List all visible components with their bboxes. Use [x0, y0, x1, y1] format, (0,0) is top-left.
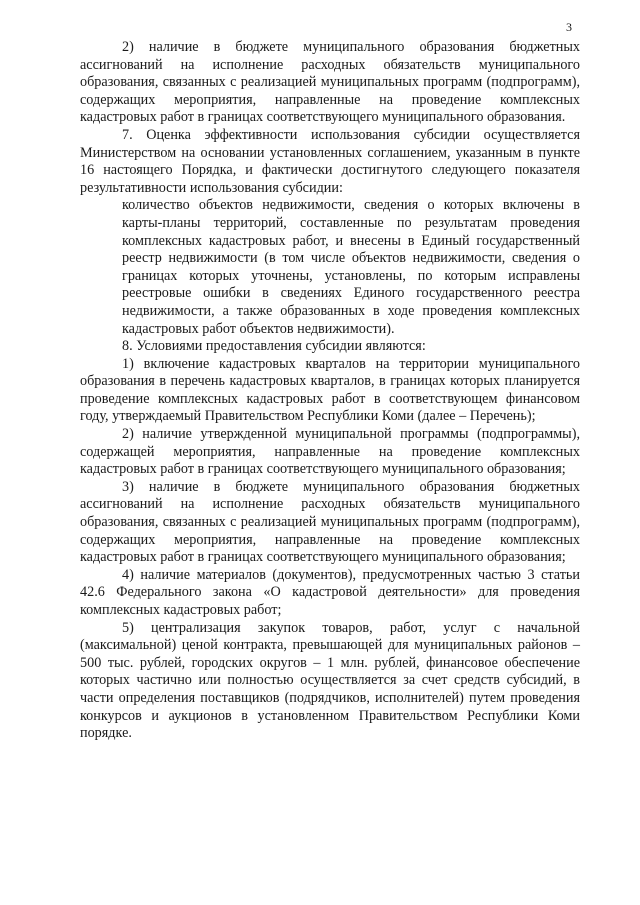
paragraph-subclause-2-budget: 2) наличие в бюджете муниципального образования бюджетных ассигнований на исполнение расходных обязательств муниципального образования, связанных с реализацией муниципальных программ (подпрограмм), содержащих мероприятия, направленные на проведение комплексных кадастровых работ в границах соответствующего муниципального образования. — [80, 39, 580, 126]
paragraph-condition-1: 1) включение кадастровых кварталов на территории муниципального образования в перечень кадастровых кварталов, в границах которых планируется проведение комплексных кадастровых работ в соответствующем финансовом году, утверждаемый Правительством Республики Коми (далее – Перечень); — [80, 355, 580, 425]
paragraph-condition-4: 4) наличие материалов (документов), предусмотренных частью 3 статьи 42.6 Федерального закона «О кадастровой деятельности» для проведения комплексных кадастровых работ; — [80, 566, 580, 618]
paragraph-condition-5: 5) централизация закупок товаров, работ, услуг с начальной (максимальной) ценой контракта, превышающей для муниципальных районов – 500 тыс. рублей, городских округов – 1 млн. рублей, финансовое обеспечение которых частично или полностью осуществляется за счет средств субсидий, в части определения поставщиков (подрядчиков, исполнителей) путем проведения конкурсов и аукционов в установленном Правительством Республики Коми порядке. — [80, 619, 580, 742]
paragraph-condition-2: 2) наличие утвержденной муниципальной программы (подпрограммы), содержащей мероприятия, направленные на проведение комплексных кадастровых работ в границах соответствующего муниципального образования; — [80, 426, 580, 478]
page-number: 3 — [566, 20, 572, 34]
paragraph-clause-7-evaluation: 7. Оценка эффективности использования субсидии осуществляется Министерством на основании установленных соглашением, указанным в пункте 16 настоящего Порядка, и фактически достигнутого следующего показателя результативности использования субсидии: — [80, 126, 580, 196]
paragraph-condition-3: 3) наличие в бюджете муниципального образования бюджетных ассигнований на исполнение расходных обязательств муниципального образования, связанных с реализацией муниципальных программ (подпрограмм), содержащих мероприятия, направленные на проведение комплексных кадастровых работ в границах соответствующего муниципального образования; — [80, 478, 580, 566]
document-body — [80, 39, 580, 743]
paragraph-clause-8-conditions: 8. Условиями предоставления субсидии являются: — [122, 338, 426, 355]
paragraph-indicator-description: количество объектов недвижимости, сведения о которых включены в карты-планы территорий, составленные по результатам проведения комплексных кадастровых работ, и внесены в Единый государственный реестр недвижимости (в том числе объектов недвижимости, сведения о границах которых уточнены, установлены, по которым исправлены реестровые ошибки в сведениях Единого государственного реестра недвижимости, а также образованных в ходе проведения комплексных кадастровых работ объектов недвижимости). — [122, 197, 580, 337]
